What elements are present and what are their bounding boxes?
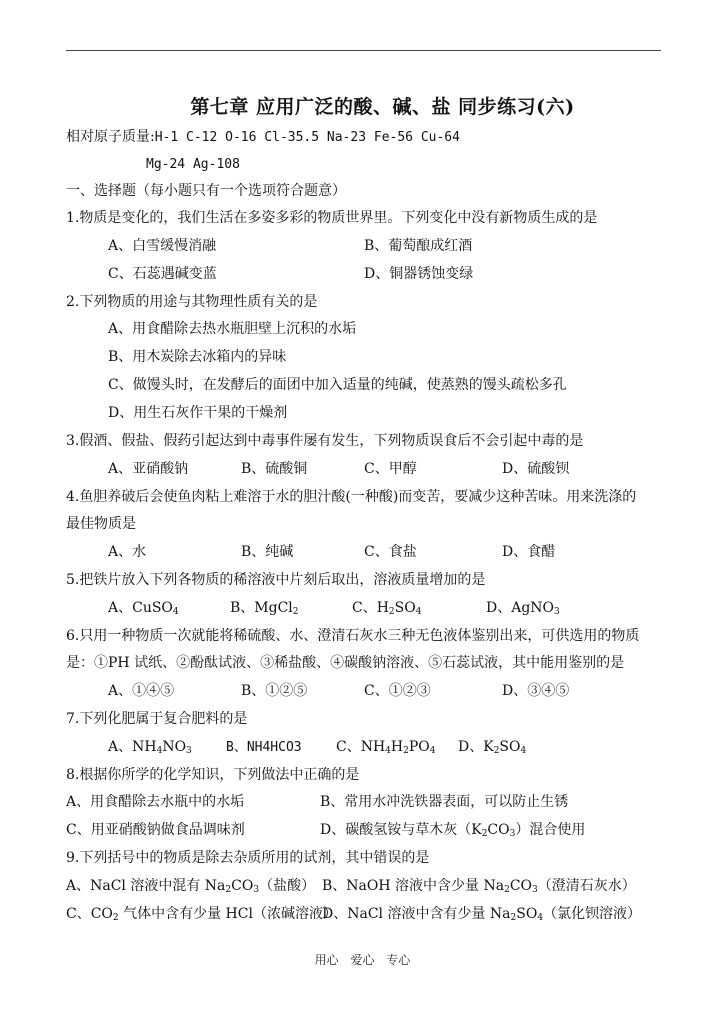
question-4-stem-line-2: 最佳物质是 (66, 516, 136, 532)
question-5-option-b: B、MgCl$_2$ (230, 600, 299, 617)
question-3-stem: 3.假酒、假盐、假药引起达到中毒事件屡有发生，下列物质误食后不会引起中毒的是 (66, 433, 584, 449)
question-8-option-b: B、常用水冲洗铁器表面，可以防止生锈 (320, 794, 569, 810)
question-8-option-c: C、用亚硝酸钠做食品调味剂 (66, 822, 245, 838)
question-9-option-d: D、NaCl 溶液中含有少量 $Na_2SO_4$（氯化钡溶液） (322, 906, 642, 923)
question-8-option-d: D、碳酸氢铵与草木灰$(K_2CO_3)$混合使用 (320, 822, 586, 839)
question-2-stem: 2.下列物质的用途与其物理性质有关的是 (66, 294, 318, 310)
question-8-option-a: A、用食醋除去水瓶中的水垢 (66, 794, 245, 810)
question-4-option-b: B、纯碱 (241, 544, 294, 560)
question-6-option-b: B、①②⑤ (241, 683, 308, 699)
question-9-stem: 9.下列括号中的物质是除去杂质所用的试剂，其中错误的是 (66, 850, 430, 866)
question-7-stem: 7.下列化肥属于复合肥料的是 (66, 711, 248, 727)
question-7-option-a: A、$NH_4NO_3$ (108, 739, 192, 756)
question-1-option-d: D、铜器锈蚀变绿 (364, 266, 474, 282)
question-3-option-b: B、硫酸铜 (241, 461, 308, 477)
question-1-option-a: A、白雪缓慢消融 (108, 238, 217, 254)
question-6-option-d: D、③④⑤ (502, 683, 570, 699)
question-1-option-b: B、葡萄酿成红酒 (364, 238, 473, 254)
question-4-stem-line-1: 4.鱼胆养破后会使鱼肉粘上难溶于水的胆汁酸(一种酸)而变苦，要减少这种苦味。用来洗涤的 (66, 489, 637, 505)
question-2-option-d: D、用生石灰作干果的干燥剂 (108, 405, 288, 421)
question-9-option-c: C、$CO_2$ 气体中含有少量 HCl（浓碱溶液） (66, 906, 337, 923)
atomic-mass-line-1 (66, 127, 460, 148)
question-7-option-b: B、NH4HCO3 (226, 740, 302, 755)
question-6-option-c: C、①②③ (364, 683, 431, 699)
page-title: 第七章 应用广泛的酸、碱、盐 同步练习(六) (190, 96, 575, 118)
question-7-option-c: C、$NH_4H_2PO_4$ (336, 739, 436, 756)
question-3-option-a: A、亚硝酸钠 (108, 461, 189, 477)
section-heading: 一、选择题（每小题只有一个选项符合题意） (66, 183, 346, 199)
question-5-option-c: C、$H_2SO_4$ (352, 600, 422, 617)
atomic-mass-label: 相对原子质量: (66, 129, 155, 145)
question-3-option-d: D、硫酸钡 (502, 461, 570, 477)
question-5-option-d: D、AgNO$_3$ (486, 600, 560, 617)
question-8-stem: 8.根据你所学的化学知识，下列做法中正确的是 (66, 767, 360, 783)
question-2-option-b: B、用木炭除去冰箱内的异味 (108, 349, 287, 365)
header-rule (66, 50, 661, 51)
question-9-option-a: A、NaCl 溶液中混有 $Na_2CO_3$（盐酸） (66, 878, 316, 895)
question-9-option-b: B、NaOH 溶液中含少量 $Na_2CO_3$（澄清石灰水） (322, 878, 636, 895)
question-6-stem-line-1: 6.只用一种物质一次就能将稀硫酸、水、澄清石灰水三种无色液体鉴别出来，可供选用的物质 (66, 628, 640, 644)
atomic-mass-line-2: Mg-24 Ag-108 (146, 157, 240, 172)
question-4-option-c: C、食盐 (364, 544, 417, 560)
atomic-mass-values: H-1 C-12 O-16 Cl-35.5 Na-23 Fe-56 Cu-64 (154, 130, 460, 145)
question-2-option-a: A、用食醋除去热水瓶胆壁上沉积的水垢 (108, 321, 357, 337)
question-3-option-c: C、甲醇 (364, 461, 417, 477)
question-6-stem-line-2: 是：①PH 试纸、②酚酞试液、③稀盐酸、④碳酸钠溶液、⑤石蕊试液，其中能用鉴别的是 (66, 655, 625, 671)
question-4-option-d: D、食醋 (502, 544, 556, 560)
question-7-option-d: D、$K_2SO_4$ (458, 739, 527, 756)
question-2-option-c: C、做馒头时，在发酵后的面团中加入适量的纯碱，使蒸熟的馒头疏松多孔 (108, 377, 567, 393)
question-4-option-a: A、水 (108, 544, 147, 560)
question-5-option-a: A、CuSO$_4$ (108, 600, 179, 617)
question-1-option-c: C、石蕊遇碱变蓝 (108, 266, 217, 282)
question-1-stem: 1.物质是变化的，我们生活在多姿多彩的物质世界里。下列变化中没有新物质生成的是 (66, 210, 598, 226)
page-footer: 用心 爱心 专心 (314, 953, 411, 967)
question-6-option-a: A、①④⑤ (108, 683, 175, 699)
question-5-stem: 5.把铁片放入下列各物质的稀溶液中片刻后取出，溶液质量增加的是 (66, 572, 486, 588)
